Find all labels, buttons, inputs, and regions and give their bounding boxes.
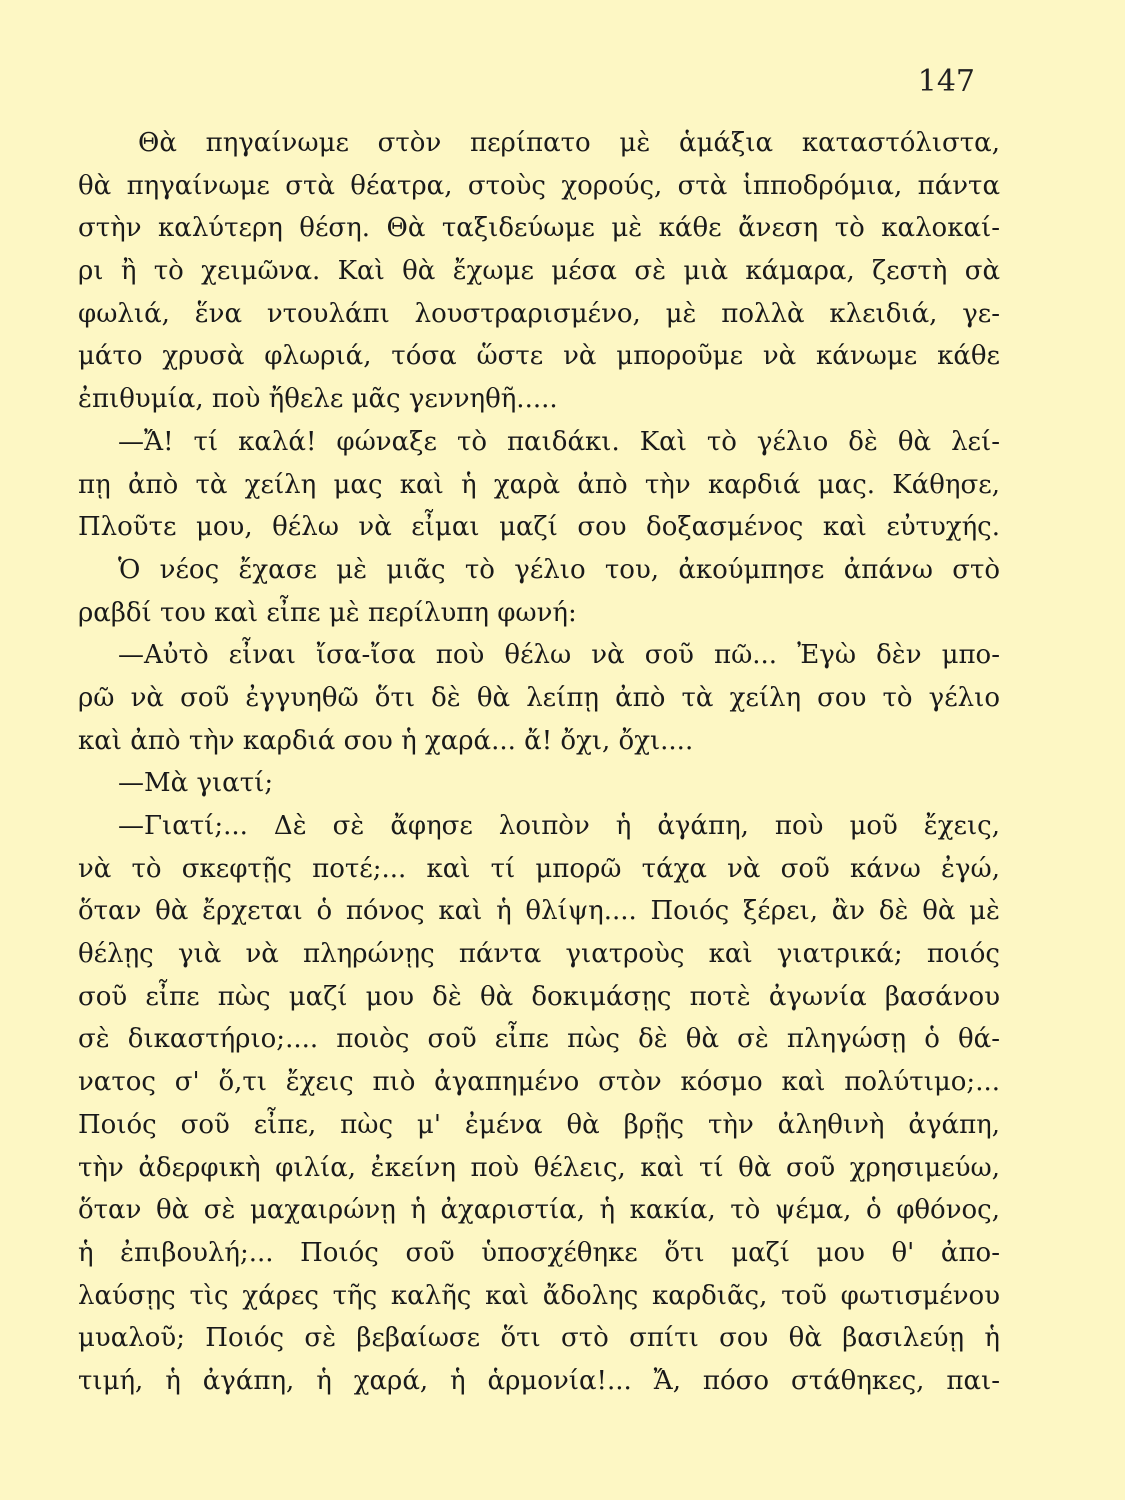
text-line: μάτο χρυσὰ φλωριά, τόσα ὥστε νὰ μποροῦμε νὰ κάνωμε κάθε	[78, 341, 1000, 372]
text-line: —Γιατί;... Δὲ σὲ ἄφησε λοιπὸν ἡ ἀγάπη, ποὺ μοῦ ἔχεις,	[118, 811, 1000, 841]
page-text	[78, 122, 1000, 1403]
text-line: ρι ἢ τὸ χειμῶνα. Καὶ θὰ ἔχωμε μέσα σὲ μιὰ κάμαρα, ζεστὴ σὰ	[78, 256, 1000, 287]
text-line: —Ἄ! τί καλά! φώναξε τὸ παιδάκι. Καὶ τὸ γέλιο δὲ θὰ λεί-	[118, 426, 1000, 457]
text-line: λαύσῃς τὶς χάρες τῆς καλῆς καὶ ἄδολης καρδιᾶς, τοῦ φωτισμένου	[78, 1280, 1000, 1311]
text-line: μυαλοῦ; Ποιός σὲ βεβαίωσε ὅτι στὸ σπίτι σου θὰ βασιλεύῃ ἡ	[78, 1323, 1000, 1354]
text-line: Πλοῦτε μου, θέλω νὰ εἶμαι μαζί σου δοξασμένος καὶ εὐτυχής.	[78, 512, 1000, 543]
text-line: νατος σ' ὅ,τι ἔχεις πιὸ ἀγαπημένο στὸν κόσμο καὶ πολύτιμο;...	[78, 1067, 1000, 1098]
text-line: τὴν ἀδερφικὴ φιλία, ἐκείνη ποὺ θέλεις, καὶ τί θὰ σοῦ χρησιμεύω,	[78, 1152, 1000, 1183]
text-line: ρῶ νὰ σοῦ ἐγγυηθῶ ὅτι δὲ θὰ λείπῃ ἀπὸ τὰ χείλη σου τὸ γέλιο	[78, 682, 1000, 713]
text-line: ραβδί του καὶ εἶπε μὲ περίλυπη φωνή:	[78, 597, 577, 628]
text-line: Ποιός σοῦ εἶπε, πὼς μ' ἐμένα θὰ βρῇς τὴν ἀληθινὴ ἀγάπη,	[78, 1109, 1000, 1140]
text-line: —Μὰ γιατί;	[118, 768, 274, 799]
text-line: ὅταν θὰ σὲ μαχαιρώνῃ ἡ ἀχαριστία, ἡ κακία, τὸ ψέμα, ὁ φθόνος,	[78, 1195, 1000, 1226]
text-line: θέλῃς γιὰ νὰ πληρώνῃς πάντα γιατροὺς καὶ γιατρικά; ποιός	[78, 939, 1000, 970]
text-line: ἐπιθυμία, ποὺ ἤθελε μᾶς γεννηθῆ.....	[78, 384, 558, 415]
text-line: πῃ ἀπὸ τὰ χείλη μας καὶ ἡ χαρὰ ἀπὸ τὴν καρδιά μας. Κάθησε,	[78, 469, 1000, 500]
text-line: σοῦ εἶπε πὼς μαζί μου δὲ θὰ δοκιμάσῃς ποτὲ ἀγωνία βασάνου	[78, 981, 1000, 1012]
text-line: στὴν καλύτερη θέση. Θὰ ταξιδεύωμε μὲ κάθε ἄνεση τὸ καλοκαί-	[78, 213, 1000, 244]
text-line: ἡ ἐπιβουλή;... Ποιός σοῦ ὑποσχέθηκε ὅτι μαζί μου θ' ἀπο-	[78, 1237, 1000, 1268]
text-line: φωλιά, ἕνα ντουλάπι λουστραρισμένο, μὲ πολλὰ κλειδιά, γε-	[78, 298, 1000, 329]
text-line: καὶ ἀπὸ τὴν καρδιά σου ἡ χαρά... ἄ! ὄχι, ὄχι....	[78, 725, 694, 756]
page-number: 147	[917, 64, 975, 99]
text-line: ὅταν θὰ ἔρχεται ὁ πόνος καὶ ἡ θλίψη.... Ποιός ξέρει, ἂν δὲ θὰ μὲ	[78, 896, 1000, 927]
text-line: Θὰ πηγαίνωμε στὸν περίπατο μὲ ἁμάξια καταστόλιστα,	[138, 128, 1000, 158]
text-line: σὲ δικαστήριο;.... ποιὸς σοῦ εἶπε πὼς δὲ θὰ σὲ πληγώσῃ ὁ θά-	[78, 1024, 1000, 1055]
text-line: νὰ τὸ σκεφτῇς ποτέ;... καὶ τί μπορῶ τάχα νὰ σοῦ κάνω ἐγώ,	[78, 853, 1000, 884]
text-line: τιμή, ἡ ἀγάπη, ἡ χαρά, ἡ ἁρμονία!... Ἄ, πόσο στάθηκες, παι-	[78, 1365, 1000, 1396]
text-line: θὰ πηγαίνωμε στὰ θέατρα, στοὺς χορούς, στὰ ἱπποδρόμια, πάντα	[78, 170, 1000, 201]
text-line: Ὁ νέος ἔχασε μὲ μιᾶς τὸ γέλιο του, ἀκούμπησε ἀπάνω στὸ	[118, 554, 1000, 585]
text-line: —Αὐτὸ εἶναι ἴσα-ἴσα ποὺ θέλω νὰ σοῦ πῶ... Ἐγὼ δὲν μπο-	[118, 640, 1000, 671]
